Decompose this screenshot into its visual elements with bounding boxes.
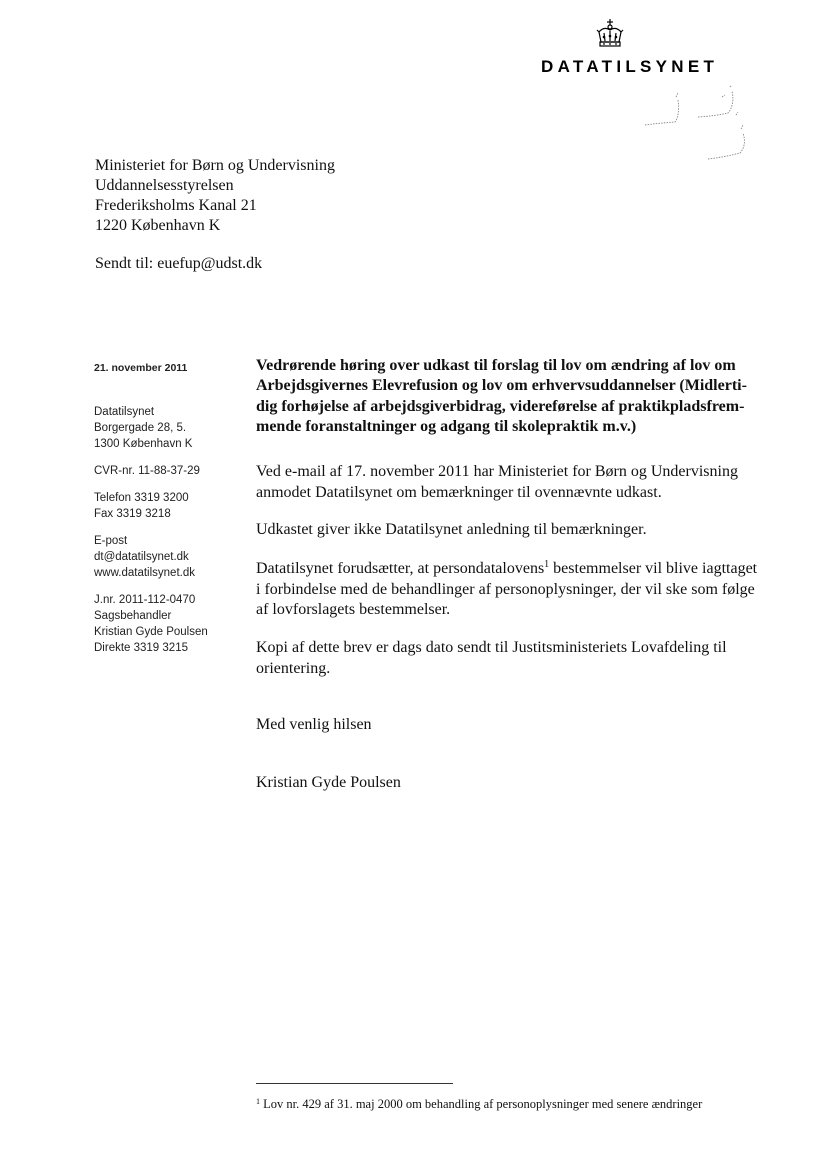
- paragraph-3: [256, 559, 786, 621]
- website: www.datatilsynet.dk: [94, 567, 195, 579]
- paragraph-text: bestemmelser vil blive iagttaget: [549, 560, 758, 577]
- recipient-line: Frederiksholms Kanal 21: [95, 197, 257, 214]
- paragraph-line: anmodet Datatilsynet om bemærkninger til ovennævnte udkast.: [256, 483, 662, 501]
- letter-subject: [256, 356, 786, 437]
- email-label: E-post: [94, 535, 128, 547]
- paragraph-line: orientering.: [256, 659, 331, 677]
- paragraph-line: i forbindelse med de behandlinger af personoplysninger, der vil ske som følge: [256, 580, 755, 598]
- address-line: Datatilsynet: [94, 406, 155, 418]
- recipient-line: 1220 København K: [95, 217, 221, 234]
- phone-block: [94, 490, 244, 522]
- sent-to-line: Sendt til: euefup@udst.dk: [95, 255, 263, 272]
- fax-number: Fax 3319 3218: [94, 508, 171, 520]
- paragraph-line: [256, 559, 786, 580]
- paragraph-4: [256, 638, 786, 679]
- crown-icon: [595, 18, 625, 50]
- footnote-mark: 1: [256, 1097, 260, 1106]
- paragraph-text: Datatilsynet forudsætter, at persondatalovens: [256, 560, 545, 577]
- direct-phone: Direkte 3319 3215: [94, 642, 188, 654]
- paragraph-line: af lovforslagets bestemmelser.: [256, 601, 451, 618]
- contact-block: [94, 533, 244, 581]
- handwritten-mark-icon: [640, 85, 760, 165]
- address-line: 1300 København K: [94, 438, 193, 450]
- cvr-block: [94, 463, 244, 479]
- email-address: dt@datatilsynet.dk: [94, 551, 189, 563]
- paragraph-2: Udkastet giver ikke Datatilsynet anledning til bemærkninger.: [256, 521, 647, 538]
- cvr-number: CVR-nr. 11-88-37-29: [94, 465, 200, 477]
- footnote-divider: [256, 1083, 453, 1084]
- subject-line: Vedrørende høring over udkast til forslag til lov om ændring af lov om: [256, 357, 736, 374]
- phone-number: Telefon 3319 3200: [94, 492, 189, 504]
- footnote-reference: 1: [544, 559, 550, 570]
- address-line: Borgergade 28, 5.: [94, 422, 187, 434]
- case-handler-label: Sagsbehandler: [94, 610, 172, 622]
- letter-date: 21. november 2011: [94, 362, 188, 374]
- subject-line: mende foranstaltninger og adgang til skolepraktik m.v.): [256, 417, 637, 435]
- subject-line: Arbejdsgivernes Elevrefusion og lov om erhvervsuddannelser (Midlerti-: [256, 377, 747, 395]
- sender-address: [94, 404, 244, 452]
- recipient-line: Ministeriet for Børn og Undervisning: [95, 157, 335, 174]
- signature-name: Kristian Gyde Poulsen: [256, 774, 401, 791]
- closing-salutation: Med venlig hilsen: [256, 716, 372, 733]
- paragraph-1: [256, 462, 786, 503]
- case-handler-name: Kristian Gyde Poulsen: [94, 626, 208, 638]
- organization-logo-text: DATATILSYNET: [541, 57, 719, 76]
- sender-sidebar: [94, 360, 244, 667]
- recipient-line: Uddannelsesstyrelsen: [95, 177, 234, 194]
- paragraph-line: Ved e-mail af 17. november 2011 har Ministeriet for Børn og Undervisning: [256, 463, 738, 480]
- footnote: [256, 1097, 702, 1112]
- recipient-address: [95, 156, 335, 236]
- journal-number: J.nr. 2011-112-0470: [94, 594, 196, 606]
- case-block: [94, 592, 244, 656]
- subject-line: dig forhøjelse af arbejdsgiverbidrag, videreførelse af praktikpladsfrem-: [256, 397, 745, 415]
- paragraph-line: Kopi af dette brev er dags dato sendt til Justitsministeriets Lovafdeling til: [256, 639, 727, 656]
- footnote-text: Lov nr. 429 af 31. maj 2000 om behandling af personoplysninger med senere ændringer: [260, 1097, 703, 1111]
